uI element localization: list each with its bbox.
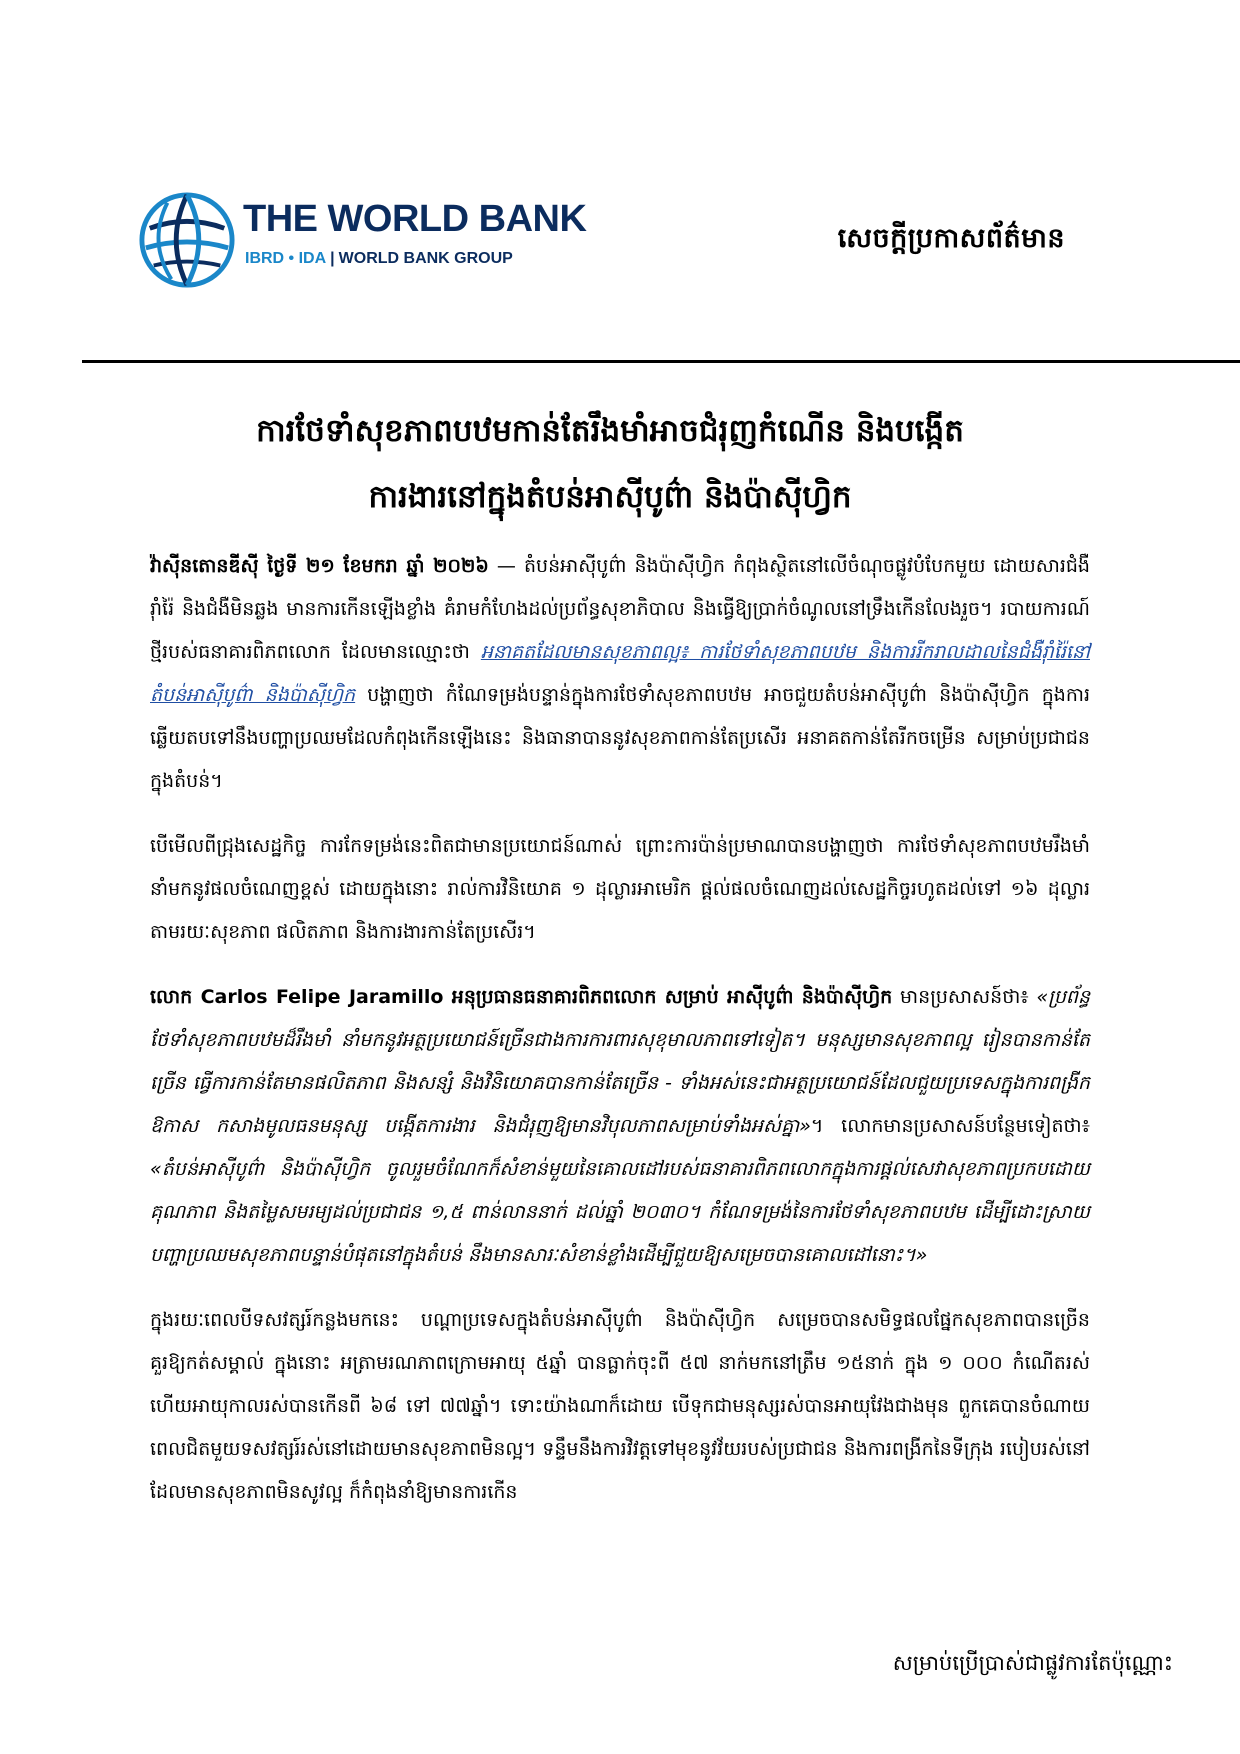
logo-title: THE WORLD BANK: [243, 198, 587, 240]
report-link[interactable]: អនាគតដែលមានសុខភាពល្អ៖ ការថែទាំសុខភាពបឋម និងការរីករាលដាលនៃជំងឺរ៉ាំរ៉ៃនៅតំបន់អាស៊ីបូព៌ា និងប៉ាស៊ីហ្វិក: [150, 641, 1090, 706]
world-bank-logo: [138, 190, 618, 300]
logo-subtitle: [245, 250, 513, 268]
logo-ibrd-ida: IBRD • IDA: [245, 250, 327, 267]
quote-1: «ប្រព័ន្ធថែទាំសុខភាពបឋមដ៏រឹងមាំ នាំមកនូវអត្ថប្រយោជន៍ច្រើនជាងការការពារសុខុមាលភាពទៅទៀត។ មនុស្សមានសុខភាពល្អ រៀនបានកាន់តែច្រើន ធ្វើការកាន់តែមានផលិតភាព និងសន្សំ និងវិនិយោគបានកាន់តែច្រើន - ទាំងអស់នេះជាអត្ថប្រយោជន៍ដែលជួយប្រទេសក្នុងការពង្រីកឱកាស កសាងមូលធនមនុស្ស បង្កើតការងារ និងជំរុញឱ្យមានវិបុលភាពសម្រាប់ទាំងអស់គ្នា»: [150, 986, 1091, 1137]
paragraph-2: បើមើលពីជ្រុងសេដ្ឋកិច្ច ការកែទម្រង់នេះពិតជាមានប្រយោជន៍ណាស់ ព្រោះការប៉ាន់ប្រមាណបានបង្ហាញថា ការថែទាំសុខភាពបឋមរឹងមាំ នាំមកនូវផលចំណេញខ្ពស់ ដោយក្នុងនោះ រាល់ការវិនិយោគ ១ ដុល្លារអាមេរិក ផ្តល់ផលចំណេញដល់សេដ្ឋកិច្ចរហូតដល់ទៅ ១៦ ដុល្លារ តាមរយៈសុខភាព ផលិតភាព និងការងារកាន់តែប្រសើរ។: [150, 835, 1090, 943]
logo-divider: |: [330, 250, 335, 267]
speaker-name: លោក Carlos Felipe Jaramillo អនុប្រធានធនាគារពិភពលោក សម្រាប់ អាស៊ីបូព៌ា និងប៉ាស៊ីហ្វិក: [150, 986, 893, 1008]
headline: [130, 398, 1090, 530]
paragraph-3: [150, 976, 1090, 1277]
dateline: វ៉ាស៊ីនតោនឌីស៊ី ថ្ងៃទី ២១ ខែមករា ឆ្នាំ ២០២៦: [150, 555, 489, 577]
globe-icon: [138, 190, 236, 290]
footer-classification: សម្រាប់ប្រើប្រាស់ជាផ្លូវការតែប៉ុណ្ណោះ: [892, 1651, 1173, 1675]
press-release-label: សេចក្តីប្រកាសព័ត៌មាន: [837, 223, 1065, 254]
paragraph-4: ក្នុងរយៈពេលបីទសវត្សរ៍កន្លងមកនេះ បណ្តាប្រទេសក្នុងតំបន់អាស៊ីបូព៌ា និងប៉ាស៊ីហ្វិក សម្រេចបានសមិទ្ធផលផ្នែកសុខភាពបានច្រើនគួរឱ្យកត់សម្គាល់ ក្នុងនោះ អត្រាមរណភាពក្រោមអាយុ ៥ឆ្នាំ បានធ្លាក់ចុះពី ៥៧ នាក់មកនៅត្រឹម ១៥នាក់ ក្នុង ១ ០០០ កំណើតរស់ ហើយអាយុកាលរស់បានកើនពី ៦៨ ទៅ ៧៧ឆ្នាំ។ ទោះយ៉ាងណាក៏ដោយ បើទុកជាមនុស្សរស់បានអាយុវែងជាងមុន ពួកគេបានចំណាយពេលជិតមួយទសវត្សរ៍រស់នៅដោយមានសុខភាពមិនល្អ។ ទន្ទឹមនឹងការវិវត្តទៅមុខនូវវ័យរបស់ប្រជាជន និងការពង្រីកនៃទីក្រុង របៀបរស់នៅដែលមានសុខភាពមិនសូវល្អ ក៏កំពុងនាំឱ្យមានការកើន: [150, 1309, 1090, 1503]
headline-line-1: ការថែទាំសុខភាពបឋមកាន់តែរឹងមាំអាចជំរុញកំណើន និងបង្កើត: [256, 413, 964, 449]
quote-intro: មានប្រសាសន៍ថា៖: [892, 986, 1037, 1008]
header-divider: [82, 360, 1240, 363]
quote-middle: ។ លោកមានប្រសាសន៍បន្ថែមទៀតថា៖: [810, 1115, 1090, 1137]
article-body: [150, 545, 1090, 1536]
quote-2: «តំបន់អាស៊ីបូព៌ា និងប៉ាស៊ីហ្វិក ចូលរួមចំណែកក៏សំខាន់មួយនៃគោលដៅរបស់ធនាគារពិភពលោកក្នុងការផ្តល់សេវាសុខភាពប្រកបដោយគុណភាព និងតម្លៃសមរម្យដល់ប្រជាជន ១,៥ ពាន់លាននាក់ ដល់ឆ្នាំ ២០៣០។ កំណែទម្រង់នៃការថែទាំសុខភាពបឋម ដើម្បីដោះស្រាយបញ្ហាប្រឈមសុខភាពបន្ទាន់បំផុតនៅក្នុងតំបន់ នឹងមានសារៈសំខាន់ខ្លាំងដើម្បីជួយឱ្យសម្រេចបានគោលដៅនោះ។»: [150, 1158, 1090, 1266]
paragraph-1: [150, 545, 1090, 803]
logo-group: WORLD BANK GROUP: [338, 250, 513, 267]
paragraph-1-text-a: — តំបន់អាស៊ីបូព៌ា និងប៉ាស៊ីហ្វិក កំពុងស្ថិតនៅលើចំណុចផ្លូវបំបែកមួយ ដោយសារជំងឺរ៉ាំរ៉ៃ និងជំងឺមិនឆ្លង មានការកើនឡើងខ្លាំង គំរាមកំហែងដល់ប្រព័ន្ធសុខាភិបាល និងធ្វើឱ្យប្រាក់ចំណូលនៅទ្រឹងកើនលែងរួច។ របាយការណ៍ថ្មីរបស់ធនាគារពិភពលោក ដែលមានឈ្មោះថា: [150, 555, 1090, 663]
paragraph-1-text-b: បង្ហាញថា កំណែទម្រង់បន្ទាន់ក្នុងការថែទាំសុខភាពបឋម អាចជួយតំបន់អាស៊ីបូព៌ា និងប៉ាស៊ីហ្វិក ក្នុងការឆ្លើយតបទៅនឹងបញ្ហាប្រឈមដែលកំពុងកើនឡើងនេះ និងធានាបាននូវសុខភាពកាន់តែប្រសើរ អនាគតកាន់តែរីកចម្រើន សម្រាប់ប្រជាជនក្នុងតំបន់។: [150, 684, 1090, 792]
headline-line-2: ការងារនៅក្នុងតំបន់អាស៊ីបូព៌ា និងប៉ាស៊ីហ្វិក: [368, 479, 852, 515]
